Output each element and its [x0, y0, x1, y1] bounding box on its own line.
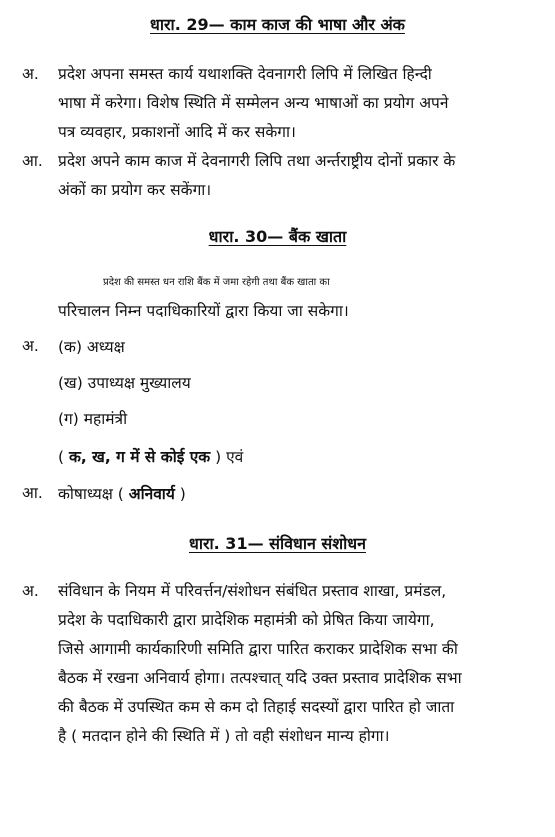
section-30-heading: धारा. 30— बैंक खाता [208, 227, 347, 246]
signatory-general-secretary: (ग) महामंत्री [58, 410, 128, 428]
section-31-marker-a: अ. [22, 582, 39, 600]
signatory-vice-president: (ख) उपाध्यक्ष मुख्यालय [58, 374, 191, 392]
clause-line: भाषा में करेगा। विशेष स्थिति में सम्मेलन अन्य भाषाओं का प्रयोग अपने [58, 94, 449, 112]
clause-line: प्रदेश अपना समस्त कार्य यथाशक्ति देवनागरी लिपि में लिखित हिन्दी [58, 65, 432, 83]
section-30-marker-aa: आ. [22, 484, 43, 502]
section-30-intro [58, 268, 533, 326]
intro-line: प्रदेश की समस्त धन राशि बैंक में जमा रहेगी तथा बैंक खाता का [103, 277, 330, 288]
section-31-heading: धारा. 31— संविधान संशोधन [188, 534, 366, 553]
section-29-marker-aa: आ. [22, 152, 43, 170]
intro-line: परिचालन निम्न पदाधिकारियों द्वारा किया जा सकेगा। [58, 302, 349, 320]
signatory-treasurer: कोषाध्यक्ष ( अनिवार्य ) [58, 485, 186, 503]
clause-line: है ( मतदान होने की स्थिति में ) तो वही संशोधन मान्य होगा। [58, 727, 390, 745]
clause-line: की बैठक में उपस्थित कम से कम दो तिहाई सदस्यों द्वारा पारित हो जाता [58, 698, 455, 716]
clause-line: बैठक में रखना अनिवार्य होगा। तत्पश्चात् यदि उक्त प्रस्ताव प्रादेशिक सभा [58, 669, 462, 687]
any-one-note: ( क, ख, ग में से कोई एक ) एवं [58, 448, 244, 466]
clause-line: पत्र व्यवहार, प्रकाशनों आदि में कर सकेगा। [58, 123, 296, 141]
section-29-heading: धारा. 29— काम काज की भाषा और अंक [150, 15, 405, 34]
section-29-clause-aa [58, 147, 533, 205]
section-31-clause-a [58, 577, 533, 751]
section-29-clause-a [58, 60, 533, 147]
signatory-president: (क) अध्यक्ष [58, 338, 125, 356]
section-29-marker-a: अ. [22, 65, 39, 83]
clause-line: जिसे आगामी कार्यकारिणी समिति द्वारा पारित कराकर प्रादेशिक सभा की [58, 640, 458, 658]
clause-line: प्रदेश अपने काम काज में देवनागरी लिपि तथा अर्न्तराष्ट्रीय दोनों प्रकार के [58, 152, 456, 170]
clause-line: अंकों का प्रयोग कर सकेंगा। [58, 181, 212, 199]
clause-line: प्रदेश के पदाधिकारी द्वारा प्रादेशिक महामंत्री को प्रेषित किया जायेगा, [58, 611, 435, 629]
clause-line: संविधान के नियम में परिवर्त्तन/संशोधन संबंधित प्रस्ताव शाखा, प्रमंडल, [58, 582, 447, 600]
section-30-marker-a: अ. [22, 337, 39, 355]
